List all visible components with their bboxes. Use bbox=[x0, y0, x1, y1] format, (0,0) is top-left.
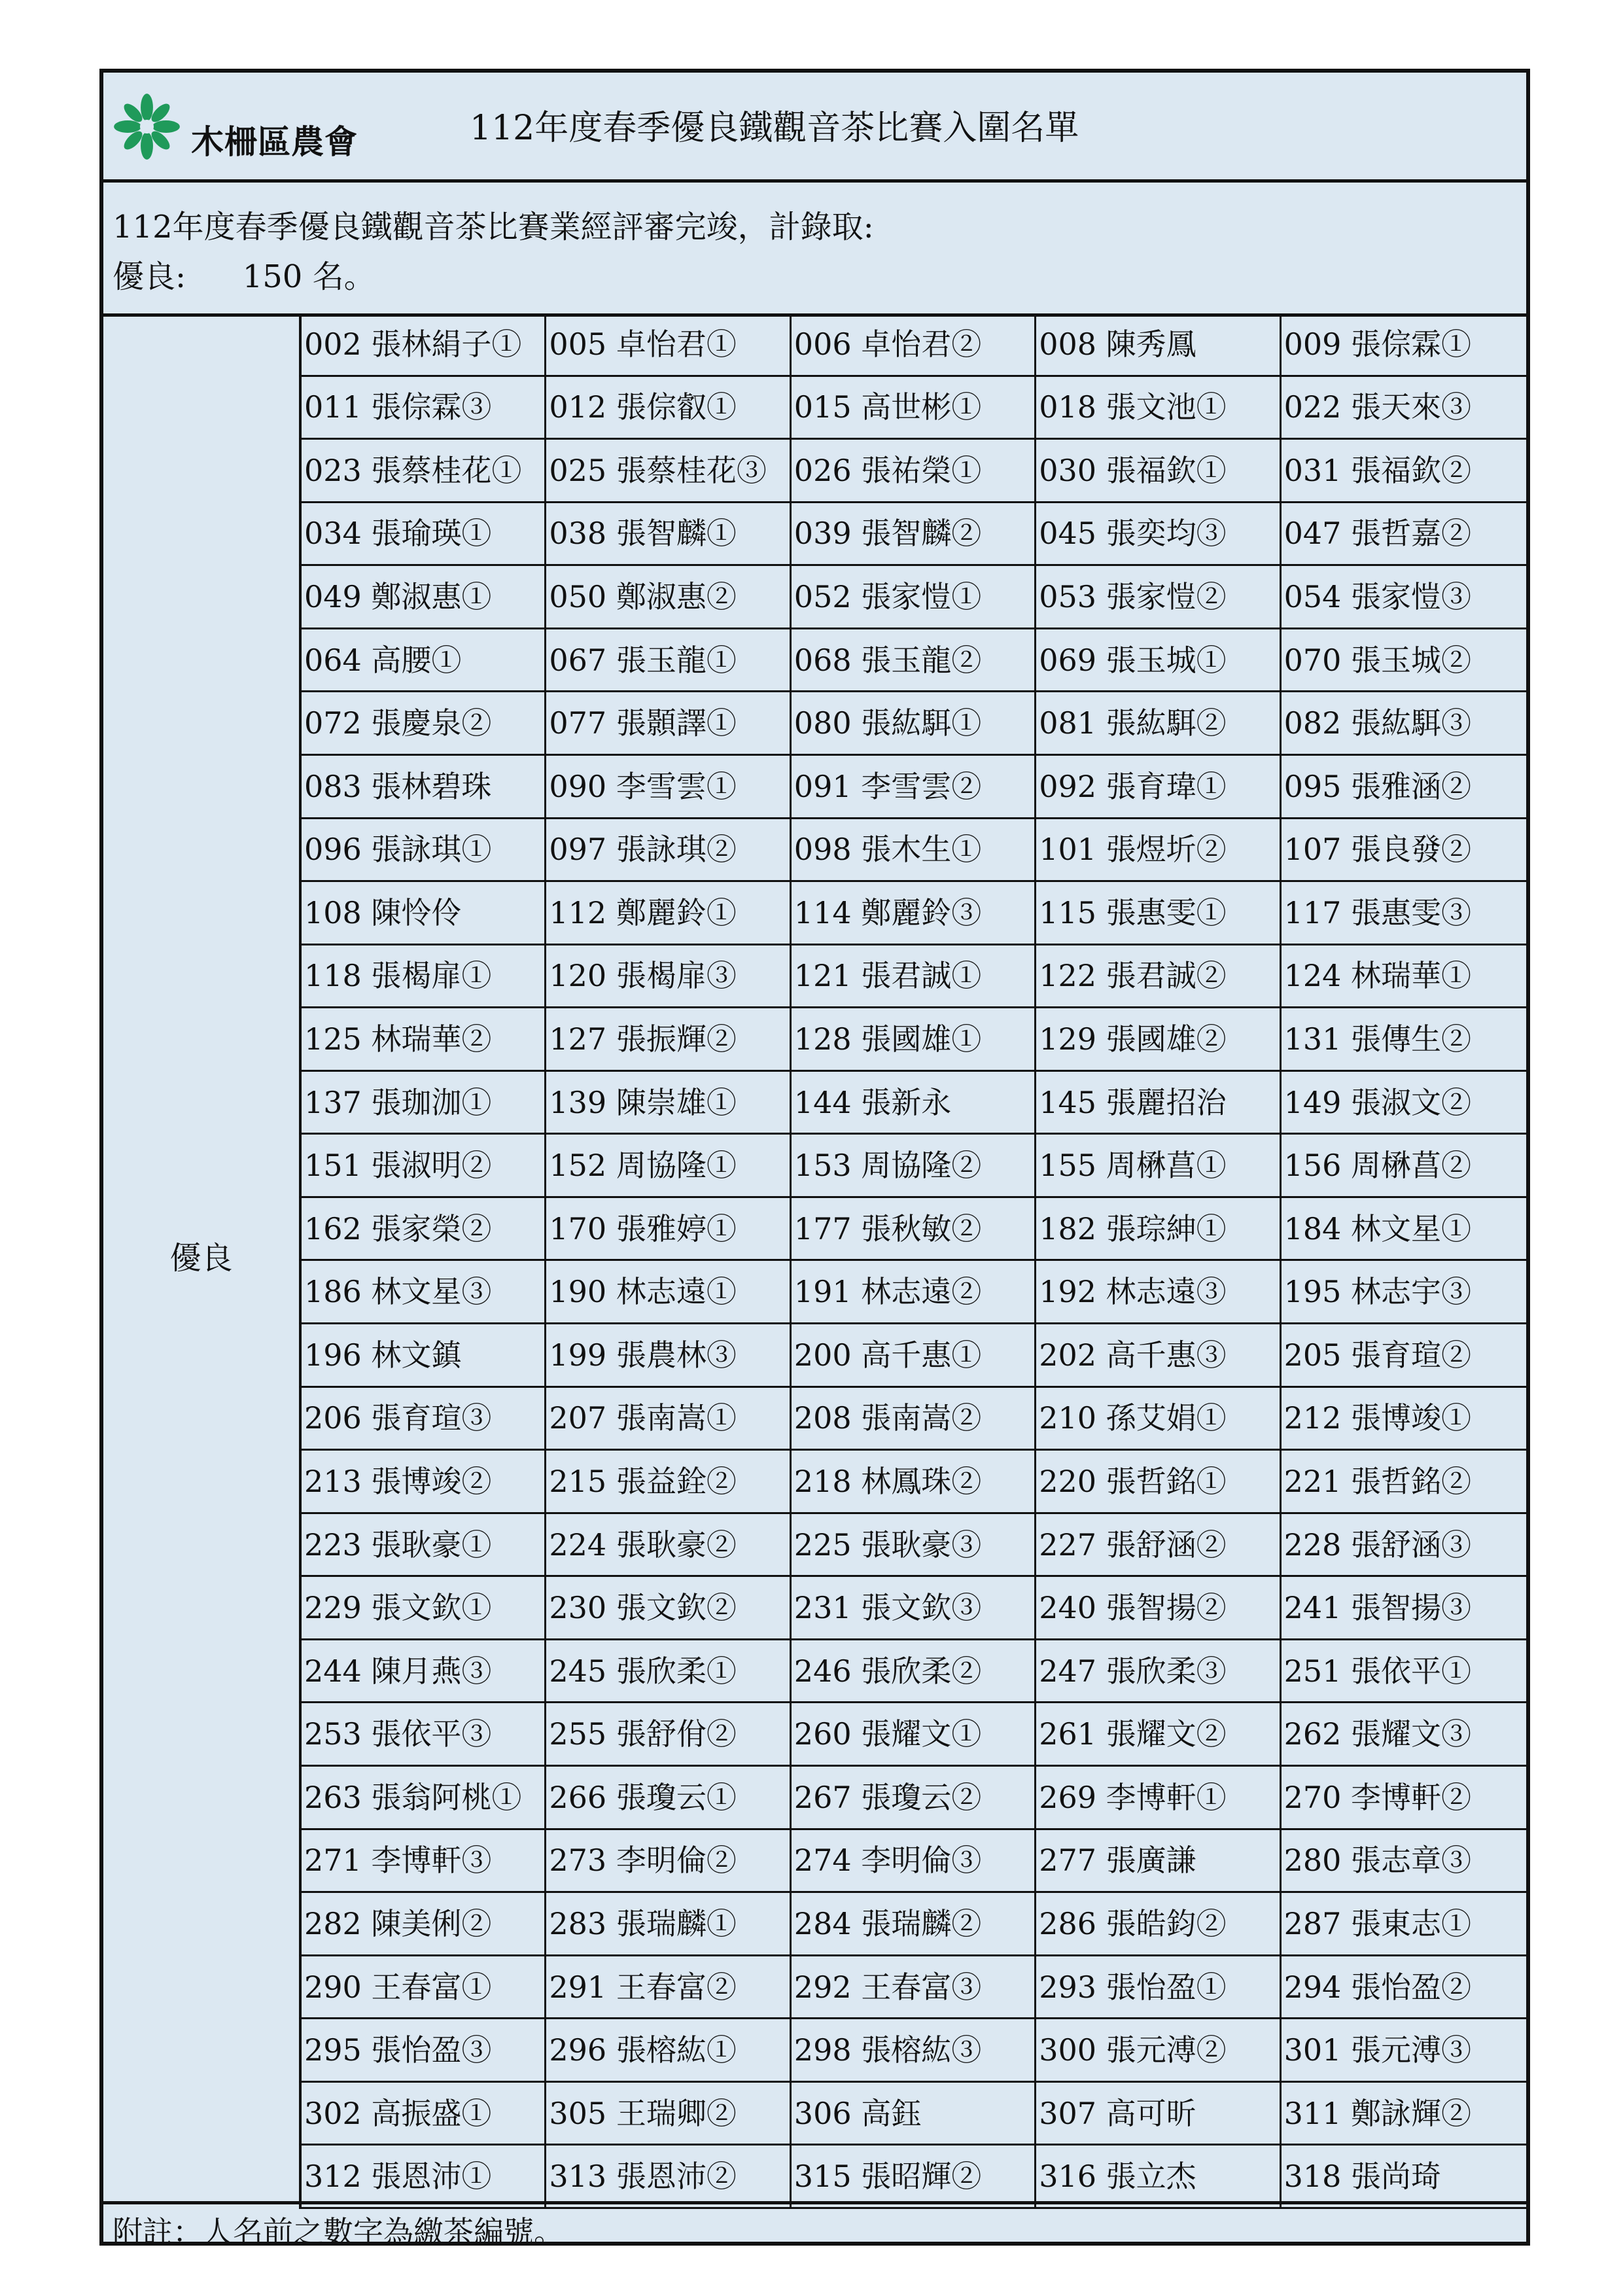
entry-cell: 131 張傳生② bbox=[1282, 1008, 1526, 1072]
entry-cell: 125 林瑞華② bbox=[302, 1008, 546, 1072]
entry-cell: 244 陳月燕③ bbox=[302, 1640, 546, 1704]
entry-cell: 069 張玉城① bbox=[1036, 629, 1281, 693]
entry-cell: 177 張秋敏② bbox=[792, 1198, 1036, 1262]
category-column bbox=[103, 313, 302, 2209]
entry-cell: 228 張舒涵③ bbox=[1282, 1514, 1526, 1578]
entry-cell: 240 張智揚② bbox=[1036, 1577, 1281, 1640]
entry-cell: 202 高千惠③ bbox=[1036, 1324, 1281, 1388]
entry-cell: 080 張紘駬① bbox=[792, 692, 1036, 756]
entry-cell: 195 林志宇③ bbox=[1282, 1261, 1526, 1324]
entry-cell: 212 張博竣① bbox=[1282, 1388, 1526, 1451]
count-value: 150 名。 bbox=[242, 258, 375, 295]
entry-cell: 298 張榕紘③ bbox=[792, 2019, 1036, 2083]
entry-cell: 220 張哲銘① bbox=[1036, 1451, 1281, 1514]
entry-cell: 284 張瑞麟② bbox=[792, 1893, 1036, 1956]
entry-cell: 241 張智揚③ bbox=[1282, 1577, 1526, 1640]
entry-cell: 277 張廣謙 bbox=[1036, 1830, 1281, 1894]
entry-cell: 098 張木生① bbox=[792, 819, 1036, 883]
entry-cell: 096 張詠琪① bbox=[302, 819, 546, 883]
results-sheet bbox=[99, 69, 1530, 2250]
entries-grid bbox=[302, 313, 1526, 2209]
entry-cell: 054 張家愷③ bbox=[1282, 566, 1526, 629]
entry-cell: 124 林瑞華① bbox=[1282, 945, 1526, 1009]
entry-cell: 213 張博竣② bbox=[302, 1451, 546, 1514]
entry-cell: 114 鄭麗鈴③ bbox=[792, 882, 1036, 945]
entry-cell: 070 張玉城② bbox=[1282, 629, 1526, 693]
entry-cell: 112 鄭麗鈴① bbox=[546, 882, 791, 945]
entry-cell: 280 張志章③ bbox=[1282, 1830, 1526, 1894]
entry-cell: 047 張哲嘉② bbox=[1282, 503, 1526, 567]
entry-cell: 287 張東志① bbox=[1282, 1893, 1526, 1956]
entry-cell: 215 張益銓② bbox=[546, 1451, 791, 1514]
page-title: 112年度春季優良鐵觀音茶比賽入圍名單 bbox=[470, 109, 1079, 148]
entry-cell: 223 張耿豪① bbox=[302, 1514, 546, 1578]
entry-cell: 316 張立杰 bbox=[1036, 2146, 1281, 2209]
entry-cell: 137 張珈泇① bbox=[302, 1072, 546, 1135]
entry-cell: 107 張良發② bbox=[1282, 819, 1526, 883]
entry-cell: 282 陳美俐② bbox=[302, 1893, 546, 1956]
entry-cell: 270 李博軒② bbox=[1282, 1767, 1526, 1830]
entry-cell: 296 張榕紘① bbox=[546, 2019, 791, 2083]
entry-cell: 155 周楙菖① bbox=[1036, 1135, 1281, 1198]
entry-cell: 294 張怡盈② bbox=[1282, 1956, 1526, 2020]
entry-cell: 002 張林絹子① bbox=[302, 313, 546, 377]
entry-cell: 049 鄭淑惠① bbox=[302, 566, 546, 629]
entries-table bbox=[103, 313, 1526, 2209]
entry-cell: 199 張農林③ bbox=[546, 1324, 791, 1388]
entry-cell: 139 陳崇雄① bbox=[546, 1072, 791, 1135]
entry-cell: 247 張欣柔③ bbox=[1036, 1640, 1281, 1704]
entry-cell: 207 張南嵩① bbox=[546, 1388, 791, 1451]
entry-cell: 315 張昭輝② bbox=[792, 2146, 1036, 2209]
entry-cell: 186 林文星③ bbox=[302, 1261, 546, 1324]
entry-cell: 206 張育瑄③ bbox=[302, 1388, 546, 1451]
entry-cell: 005 卓怡君① bbox=[546, 313, 791, 377]
entry-cell: 267 張瓊云② bbox=[792, 1767, 1036, 1830]
entry-cell: 292 王春富③ bbox=[792, 1956, 1036, 2020]
entry-cell: 210 孫艾娟① bbox=[1036, 1388, 1281, 1451]
entry-cell: 149 張淑文② bbox=[1282, 1072, 1526, 1135]
count-label: 優良: bbox=[113, 258, 186, 295]
entry-cell: 023 張蔡桂花① bbox=[302, 440, 546, 503]
intro-section bbox=[103, 179, 1526, 317]
entry-cell: 095 張雅涵② bbox=[1282, 756, 1526, 819]
entry-cell: 153 周協隆② bbox=[792, 1135, 1036, 1198]
entry-cell: 224 張耿豪② bbox=[546, 1514, 791, 1578]
entry-cell: 034 張瑜瑛① bbox=[302, 503, 546, 567]
entry-cell: 090 李雪雲① bbox=[546, 756, 791, 819]
entry-cell: 120 張楬扉③ bbox=[546, 945, 791, 1009]
entry-cell: 091 李雪雲② bbox=[792, 756, 1036, 819]
entry-cell: 045 張奕均③ bbox=[1036, 503, 1281, 567]
entry-cell: 221 張哲銘② bbox=[1282, 1451, 1526, 1514]
entry-cell: 009 張倧霖① bbox=[1282, 313, 1526, 377]
entry-cell: 145 張麗招治 bbox=[1036, 1072, 1281, 1135]
entry-cell: 262 張耀文③ bbox=[1282, 1703, 1526, 1767]
entry-cell: 300 張元溥② bbox=[1036, 2019, 1281, 2083]
entry-cell: 301 張元溥③ bbox=[1282, 2019, 1526, 2083]
entry-cell: 295 張怡盈③ bbox=[302, 2019, 546, 2083]
entry-cell: 092 張育瑋① bbox=[1036, 756, 1281, 819]
entry-cell: 205 張育瑄② bbox=[1282, 1324, 1526, 1388]
entry-cell: 127 張振輝② bbox=[546, 1008, 791, 1072]
header bbox=[103, 73, 1526, 183]
entry-cell: 312 張恩沛① bbox=[302, 2146, 546, 2209]
entry-cell: 269 李博軒① bbox=[1036, 1767, 1281, 1830]
entry-cell: 022 張天來③ bbox=[1282, 377, 1526, 440]
entry-cell: 053 張家愷② bbox=[1036, 566, 1281, 629]
entry-cell: 274 李明倫③ bbox=[792, 1830, 1036, 1894]
entry-cell: 231 張文欽③ bbox=[792, 1577, 1036, 1640]
intro-text: 112年度春季優良鐵觀音茶比賽業經評審完竣，計錄取: bbox=[113, 209, 874, 245]
entry-cell: 039 張智麟② bbox=[792, 503, 1036, 567]
logo bbox=[113, 92, 387, 164]
entry-cell: 245 張欣柔① bbox=[546, 1640, 791, 1704]
footer bbox=[103, 2201, 1526, 2250]
entry-cell: 251 張依平① bbox=[1282, 1640, 1526, 1704]
entry-cell: 261 張耀文② bbox=[1036, 1703, 1281, 1767]
entry-cell: 144 張新永 bbox=[792, 1072, 1036, 1135]
entry-cell: 008 陳秀鳳 bbox=[1036, 313, 1281, 377]
entry-cell: 064 高腰① bbox=[302, 629, 546, 693]
footer-note: 附註：人名前之數字為繳茶編號。 bbox=[113, 2214, 564, 2250]
entry-cell: 191 林志遠② bbox=[792, 1261, 1036, 1324]
entry-cell: 115 張惠雯① bbox=[1036, 882, 1281, 945]
entry-cell: 170 張雅婷① bbox=[546, 1198, 791, 1262]
intro-count-line bbox=[113, 251, 375, 296]
entry-cell: 184 林文星① bbox=[1282, 1198, 1526, 1262]
entry-cell: 196 林文鎮 bbox=[302, 1324, 546, 1388]
entry-cell: 052 張家愷① bbox=[792, 566, 1036, 629]
entry-cell: 072 張慶泉② bbox=[302, 692, 546, 756]
entry-cell: 227 張舒涵② bbox=[1036, 1514, 1281, 1578]
entry-cell: 101 張煜圻② bbox=[1036, 819, 1281, 883]
entry-cell: 291 王春富② bbox=[546, 1956, 791, 2020]
entry-cell: 082 張紘駬③ bbox=[1282, 692, 1526, 756]
entry-cell: 038 張智麟① bbox=[546, 503, 791, 567]
flower-logo-icon bbox=[113, 92, 181, 161]
entry-cell: 283 張瑞麟① bbox=[546, 1893, 791, 1956]
entry-cell: 025 張蔡桂花③ bbox=[546, 440, 791, 503]
entry-cell: 263 張翁阿桃① bbox=[302, 1767, 546, 1830]
entry-cell: 225 張耿豪③ bbox=[792, 1514, 1036, 1578]
entry-cell: 128 張國雄① bbox=[792, 1008, 1036, 1072]
entry-cell: 050 鄭淑惠② bbox=[546, 566, 791, 629]
entry-cell: 068 張玉龍② bbox=[792, 629, 1036, 693]
entry-cell: 129 張國雄② bbox=[1036, 1008, 1281, 1072]
entry-cell: 030 張福欽① bbox=[1036, 440, 1281, 503]
entry-cell: 026 張祐榮① bbox=[792, 440, 1036, 503]
entry-cell: 293 張怡盈① bbox=[1036, 1956, 1281, 2020]
entry-cell: 200 高千惠① bbox=[792, 1324, 1036, 1388]
category-label: 優良 bbox=[169, 1240, 233, 1277]
entry-cell: 118 張楬扉① bbox=[302, 945, 546, 1009]
entry-cell: 015 高世彬① bbox=[792, 377, 1036, 440]
entry-cell: 230 張文欽② bbox=[546, 1577, 791, 1640]
entry-cell: 006 卓怡君② bbox=[792, 313, 1036, 377]
logo-text: 木柵區農會 bbox=[191, 123, 358, 161]
entry-cell: 190 林志遠① bbox=[546, 1261, 791, 1324]
entry-cell: 271 李博軒③ bbox=[302, 1830, 546, 1894]
entry-cell: 108 陳怜伶 bbox=[302, 882, 546, 945]
entry-cell: 302 高振盛① bbox=[302, 2083, 546, 2146]
entry-cell: 097 張詠琪② bbox=[546, 819, 791, 883]
entry-cell: 081 張紘駬② bbox=[1036, 692, 1281, 756]
entry-cell: 018 張文池① bbox=[1036, 377, 1281, 440]
entry-cell: 067 張玉龍① bbox=[546, 629, 791, 693]
entry-cell: 307 高可昕 bbox=[1036, 2083, 1281, 2146]
entry-cell: 255 張舒佾② bbox=[546, 1703, 791, 1767]
entry-cell: 305 王瑞卿② bbox=[546, 2083, 791, 2146]
entry-cell: 266 張瓊云① bbox=[546, 1767, 791, 1830]
entry-cell: 182 張琮紳① bbox=[1036, 1198, 1281, 1262]
entry-cell: 012 張倧叡① bbox=[546, 377, 791, 440]
entry-cell: 192 林志遠③ bbox=[1036, 1261, 1281, 1324]
entry-cell: 246 張欣柔② bbox=[792, 1640, 1036, 1704]
entry-cell: 152 周協隆① bbox=[546, 1135, 791, 1198]
entry-cell: 156 周楙菖② bbox=[1282, 1135, 1526, 1198]
entry-cell: 290 王春富① bbox=[302, 1956, 546, 2020]
entry-cell: 286 張皓鈞② bbox=[1036, 1893, 1281, 1956]
entry-cell: 117 張惠雯③ bbox=[1282, 882, 1526, 945]
entry-cell: 229 張文欽① bbox=[302, 1577, 546, 1640]
entry-cell: 218 林鳳珠② bbox=[792, 1451, 1036, 1514]
entry-cell: 260 張耀文① bbox=[792, 1703, 1036, 1767]
entry-cell: 313 張恩沛② bbox=[546, 2146, 791, 2209]
entry-cell: 151 張淑明② bbox=[302, 1135, 546, 1198]
entry-cell: 208 張南嵩② bbox=[792, 1388, 1036, 1451]
entry-cell: 253 張依平③ bbox=[302, 1703, 546, 1767]
entry-cell: 011 張倧霖③ bbox=[302, 377, 546, 440]
entry-cell: 306 高鈺 bbox=[792, 2083, 1036, 2146]
entry-cell: 083 張林碧珠 bbox=[302, 756, 546, 819]
entry-cell: 311 鄭詠輝② bbox=[1282, 2083, 1526, 2146]
entry-cell: 318 張尚琦 bbox=[1282, 2146, 1526, 2209]
entry-cell: 122 張君誠② bbox=[1036, 945, 1281, 1009]
entry-cell: 121 張君誠① bbox=[792, 945, 1036, 1009]
entry-cell: 031 張福欽② bbox=[1282, 440, 1526, 503]
entry-cell: 162 張家榮② bbox=[302, 1198, 546, 1262]
entry-cell: 273 李明倫② bbox=[546, 1830, 791, 1894]
entry-cell: 077 張顥譯① bbox=[546, 692, 791, 756]
